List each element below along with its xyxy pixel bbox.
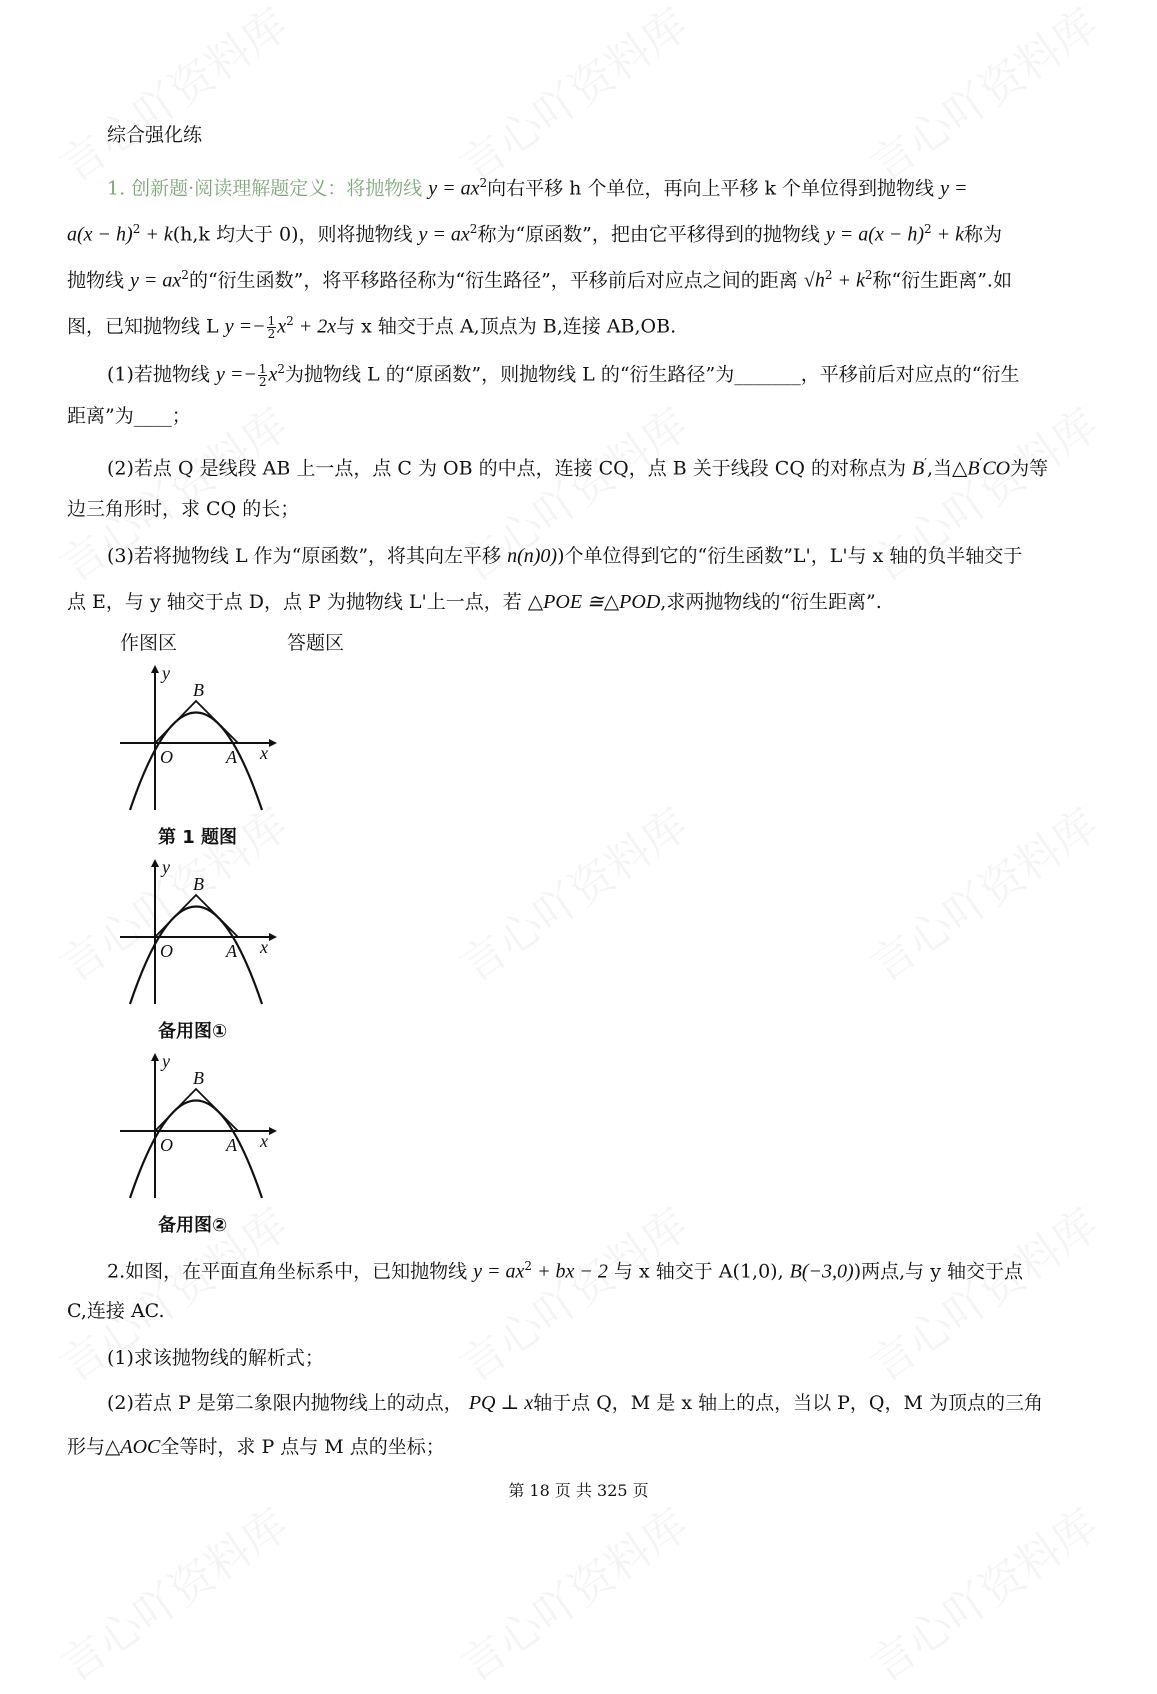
watermark — [446, 790, 699, 994]
figure-label-O: O — [160, 941, 173, 961]
fraction: $\frac{1}{2}$ — [258, 361, 267, 389]
text-line — [107, 450, 1048, 481]
text-line — [107, 543, 1022, 569]
text-segment: 距离”为____； — [67, 405, 191, 427]
text-segment: 2 — [524, 1259, 533, 1273]
text-segment: 抛物线 — [67, 269, 131, 292]
text-segment: ,当 — [926, 457, 952, 480]
section-title: 综合强化练 — [107, 124, 203, 146]
figure-label-B: B — [193, 874, 204, 894]
math-expression: y =− — [224, 315, 266, 338]
segments-OB-AB — [155, 701, 238, 743]
figure-label-x: x — [260, 743, 268, 763]
text-segment: 为等 — [1010, 457, 1049, 480]
text-segment: 2 — [479, 176, 488, 190]
figure-caption: 备用图② — [158, 1215, 228, 1236]
text-segment: 2 — [469, 222, 478, 236]
figure-label-x: x — [260, 1131, 268, 1151]
text-segment: (h,k 均大于 0)，则将抛物线 — [172, 223, 419, 246]
segments-OB-AB — [155, 895, 238, 937]
text-segment: 轴于点 Q，M 是 x 轴上的点，当以 P，Q，M 为顶点的三角 — [533, 1392, 1043, 1414]
text-segment: 2 — [181, 268, 189, 282]
text-segment: (3)若将抛物线 L 作为“原函数”，将其向左平移 — [107, 545, 508, 567]
text-line — [67, 262, 1012, 293]
fraction: $\frac{1}{2}$ — [267, 313, 276, 341]
text-line — [67, 216, 1002, 247]
text-line — [67, 1434, 445, 1460]
text-segment: 边三角形时，求 CQ 的长； — [67, 498, 300, 520]
math-expression: B — [912, 457, 925, 480]
parabola-curve — [130, 713, 262, 811]
math-expression: y =− — [215, 363, 257, 386]
figure-label-B: B — [193, 680, 204, 700]
math-expression: x — [277, 315, 287, 338]
figure-label-y: y — [162, 663, 170, 683]
watermark — [856, 1490, 1109, 1694]
segments-OB-AB — [155, 1089, 238, 1131]
math-expression: y = ax — [473, 1260, 525, 1283]
figure-label-O: O — [160, 1135, 173, 1155]
watermark — [446, 0, 699, 194]
text-segment: (2)若点 Q 是线段 AB 上一点，点 C 为 OB 的中点，连接 CQ，点 B 关于线段 CQ 的对称点为 — [107, 457, 912, 480]
text-segment: )个单位得到它的“衍生函数”L'，L'与 x 轴的负半轴交于 — [557, 545, 1023, 567]
page-footer: 第 18 页 共 325 页 — [508, 1481, 649, 1500]
math-expression: △AOC — [105, 1436, 161, 1458]
text-line — [67, 496, 299, 522]
watermark — [46, 1490, 299, 1694]
math-expression: y = ax — [130, 269, 182, 292]
math-expression: y = — [940, 177, 968, 200]
parabola-curve — [130, 1101, 262, 1199]
text-segment: 2 — [286, 314, 294, 328]
x-axis-arrow — [269, 739, 277, 747]
text-segment: ,求两抛物线的“衍生距离”. — [660, 591, 882, 613]
x-axis-arrow — [269, 1127, 277, 1135]
text-segment: 称“衍生距离”.如 — [872, 269, 1012, 292]
figure-caption: 备用图① — [158, 1021, 228, 1042]
math-expression: PQ ⊥ x — [468, 1392, 534, 1414]
text-segment: (1)求该抛物线的解析式； — [107, 1347, 324, 1369]
watermark — [446, 1490, 699, 1694]
text-segment: (2)若点 P 是第二象限内抛物线上的动点， — [107, 1392, 469, 1414]
math-expression: x — [268, 363, 278, 386]
text-segment: 的“衍生函数”，将平移路径称为“衍生路径”，平移前后对应点之间的距离 — [188, 269, 804, 292]
figure-label-y: y — [162, 857, 170, 877]
figure-caption: 第 1 题图 — [158, 827, 238, 848]
watermark — [46, 0, 299, 194]
text-segment: 2 — [277, 362, 286, 376]
text-segment: 向右平移 h 个单位，再向上平移 k 个单位得到抛物线 — [487, 177, 941, 200]
text-segment: 形与 — [67, 1436, 106, 1458]
figure-label-A: A — [226, 941, 237, 961]
text-segment: 称为 — [964, 223, 1003, 246]
watermark — [446, 1190, 699, 1394]
text-segment: 2 — [923, 222, 932, 236]
figure-label-y: y — [162, 1051, 170, 1071]
math-expression: y = ax — [418, 223, 470, 246]
math-expression: y = ax — [428, 177, 480, 200]
y-axis-arrow — [151, 665, 159, 673]
text-segment: 2 — [864, 268, 873, 282]
text-segment: 全等时，求 P 点与 M 点的坐标； — [160, 1436, 445, 1458]
text-segment: 2 — [824, 268, 833, 282]
watermark — [853, 1190, 1109, 1394]
parabola-curve — [130, 907, 262, 1005]
watermark — [856, 790, 1109, 994]
text-line — [67, 1298, 165, 1324]
text-segment: 2 — [132, 222, 141, 236]
text-segment: 图，已知抛物线 L — [67, 315, 225, 338]
text-line — [107, 1253, 1023, 1284]
figure-label-A: A — [226, 1135, 237, 1155]
answer-area-label: 答题区 — [287, 632, 345, 654]
text-segment: )两点,与 y 轴交于点 — [853, 1260, 1023, 1283]
math-expression: √h — [803, 269, 825, 292]
text-segment: 点 E，与 y 轴交于点 D，点 P 为抛物线 L'上一点，若 — [67, 591, 528, 613]
math-expression: CO — [982, 457, 1011, 480]
math-expression: △B — [952, 457, 980, 480]
math-expression: y = a(x − h) — [825, 223, 924, 246]
math-expression: a(x − h) — [67, 223, 133, 246]
text-segment: ′ — [924, 456, 927, 470]
text-line — [107, 1390, 1043, 1416]
y-axis-arrow — [151, 859, 159, 867]
math-expression: + k — [832, 269, 865, 292]
text-line — [107, 1345, 324, 1371]
math-expression: + k — [140, 223, 173, 246]
text-segment: 与 x 轴交于点 A,顶点为 B,连接 AB,OB. — [336, 315, 677, 338]
draw-area-label: 作图区 — [120, 632, 178, 654]
figure-label-B: B — [193, 1068, 204, 1088]
text-segment: 称为“原函数”，把由它平移得到的抛物线 — [477, 223, 826, 246]
text-line — [67, 589, 882, 615]
text-segment: (1)若抛物线 — [107, 363, 216, 386]
text-segment: 为抛物线 L 的“原函数”，则抛物线 L 的“衍生路径”为_______，平移前后对应点的“衍生 — [285, 363, 1020, 386]
watermark — [856, 0, 1109, 194]
text-segment: ′ — [979, 456, 983, 470]
math-expression: B(−3,0) — [789, 1260, 854, 1283]
text-line — [67, 308, 676, 340]
math-expression: + 2x — [293, 315, 337, 338]
math-expression: + bx − 2 — [532, 1260, 608, 1283]
text-line — [107, 170, 967, 201]
text-line — [67, 403, 191, 429]
text-segment: 2.如图，在平面直角坐标系中，已知抛物线 — [107, 1260, 474, 1283]
figure-label-x: x — [260, 937, 268, 957]
text-segment: 1. 创新题·阅读理解题定义：将抛物线 — [107, 177, 429, 200]
y-axis-arrow — [151, 1053, 159, 1061]
text-segment: 与 x 轴交于 A(1,0), — [607, 1260, 790, 1283]
x-axis-arrow — [269, 933, 277, 941]
text-line — [107, 356, 1019, 388]
text-segment: C,连接 AC. — [67, 1300, 165, 1322]
figure-label-O: O — [160, 747, 173, 767]
math-expression: + k — [931, 223, 964, 246]
math-expression: △POE ≅△POD — [527, 591, 661, 613]
math-expression: n(n)0) — [507, 545, 558, 567]
figure-label-A: A — [226, 747, 237, 767]
